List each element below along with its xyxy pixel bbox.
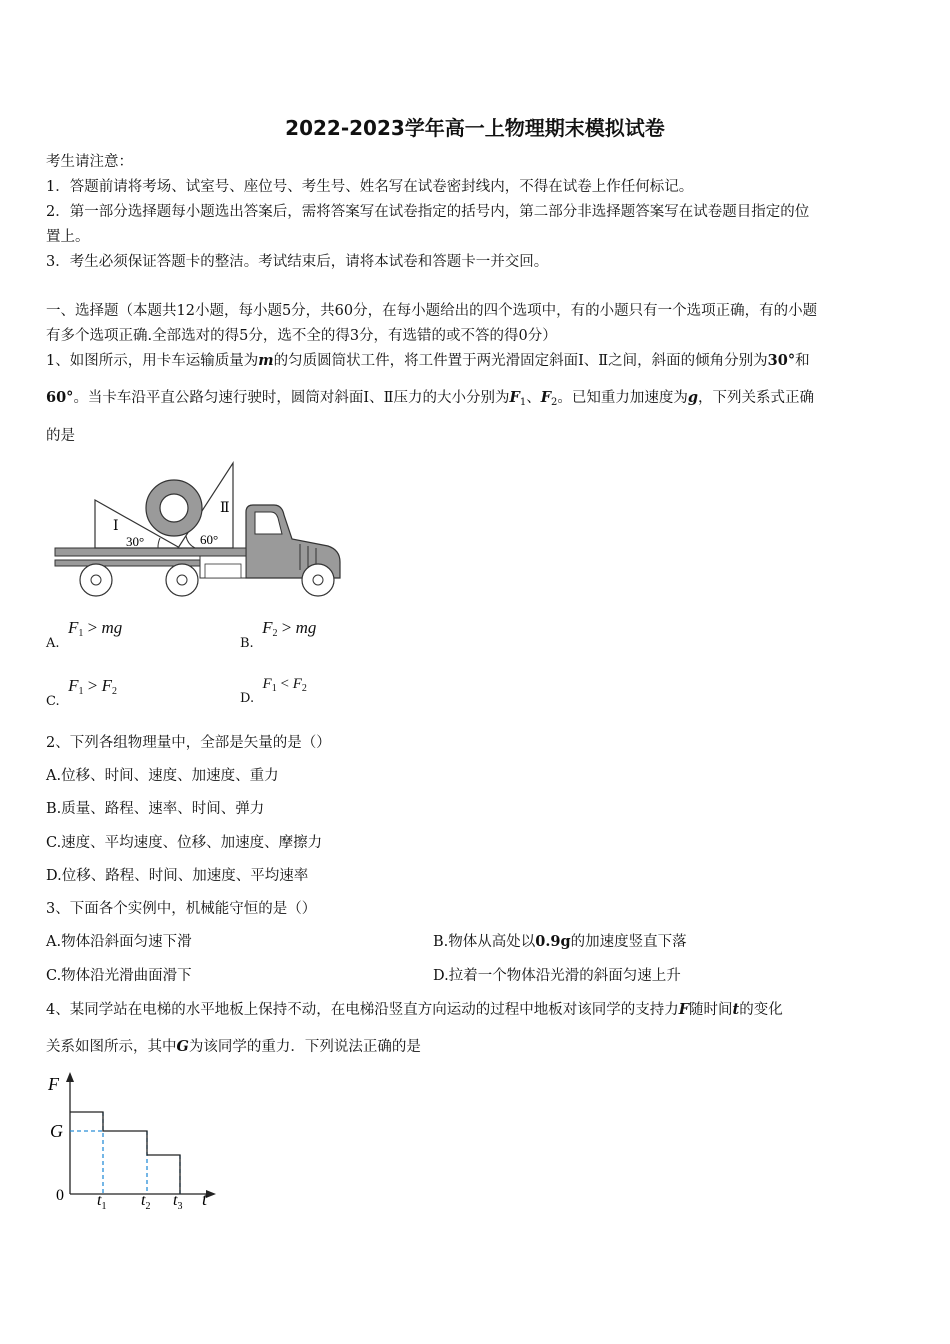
section-heading-cont: 有多个选项正确.全部选对的得5分，选不全的得3分，有选错的或不答的得0分） (46, 328, 557, 344)
q1-option-a[interactable]: A. $F_1$ > mg (46, 618, 123, 651)
q3-option-b[interactable]: B.物体从高处以0.9g的加速度竖直下落 (433, 933, 687, 950)
q2-option-d[interactable]: D.位移、路程、时间、加速度、平均速率 (46, 868, 309, 884)
q3-stem: 3、下面各个实例中，机械能守恒的是（） (46, 901, 317, 917)
y-axis-label: F (48, 1074, 59, 1094)
origin-label: 0 (56, 1187, 64, 1204)
q4-stem-line2: 关系如图所示，其中G为该同学的重力．下列说法正确的是 (46, 1038, 421, 1055)
t1-label: $t_1$ (97, 1192, 107, 1212)
angle-60-label: 60° (200, 532, 219, 547)
q2-option-c[interactable]: C.速度、平均速度、位移、加速度、摩擦力 (46, 835, 323, 851)
notice-heading: 考生请注意： (46, 154, 133, 170)
q2-option-a[interactable]: A.位移、时间、速度、加速度、重力 (46, 768, 279, 784)
q3-option-a[interactable]: A.物体沿斜面匀速下滑 (46, 934, 192, 950)
angle-30-label: 30° (126, 534, 145, 549)
g-label: G (50, 1121, 63, 1141)
force-time-graph (40, 1066, 230, 1216)
t2-label: $t_2$ (141, 1192, 151, 1212)
incline-I-label: Ⅰ (113, 519, 119, 534)
truck-figure (50, 460, 350, 605)
q1-stem-line1: 1、如图所示，用卡车运输质量为m的匀质圆筒状工件，将工件置于两光滑固定斜面Ⅰ、Ⅱ之间，斜面的倾角分别为30°和 (46, 352, 810, 369)
q1-stem-line2: 60°。当卡车沿平直公路匀速行驶时，圆筒对斜面Ⅰ、Ⅱ压力的大小分别为$F_1$、$F_2$。已知重力加速度为g，下列关系式正确 (46, 389, 815, 408)
page-title: 2022-2023学年高一上物理期末模拟试卷 (285, 116, 665, 140)
q2-stem: 2、下列各组物理量中，全部是矢量的是（） (46, 735, 331, 751)
q3-option-d[interactable]: D.拉着一个物体沿光滑的斜面匀速上升 (433, 968, 681, 984)
q4-stem-line1: 4、某同学站在电梯的水平地板上保持不动，在电梯沿竖直方向运动的过程中地板对该同学的支持力F随时间t的变化 (46, 1001, 783, 1018)
q1-option-c[interactable]: C. $F_1 > F_2$ (46, 676, 117, 709)
t3-label: $t_3$ (173, 1192, 183, 1212)
q2-option-b[interactable]: B.质量、路程、速率、时间、弹力 (46, 801, 265, 817)
x-axis-label: t (202, 1189, 208, 1209)
notice-item-1: 1．答题前请将考场、试室号、座位号、考生号、姓名写在试卷密封线内，不得在试卷上作任何标记。 (46, 179, 694, 195)
q1-stem-line3: 的是 (46, 428, 75, 444)
q3-option-c[interactable]: C.物体沿光滑曲面滑下 (46, 968, 192, 984)
incline-II-label: Ⅱ (220, 501, 230, 516)
q1-option-b[interactable]: B. $F_2$ > mg (240, 618, 317, 651)
notice-item-2: 2．第一部分选择题每小题选出答案后，需将答案写在试卷指定的括号内，第二部分非选择题答案写在试卷题目指定的位 (46, 204, 810, 220)
notice-item-2-cont: 置上。 (46, 229, 90, 245)
q1-option-d[interactable]: D. $F_1 < F_2$ (240, 676, 307, 706)
notice-item-3: 3．考生必须保证答题卡的整洁。考试结束后，请将本试卷和答题卡一并交回。 (46, 254, 549, 270)
section-heading: 一、选择题（本题共12小题，每小题5分，共60分，在每小题给出的四个选项中，有的小题只有一个选项正确，有的小题 (46, 303, 818, 319)
force-step-line (70, 1112, 180, 1194)
